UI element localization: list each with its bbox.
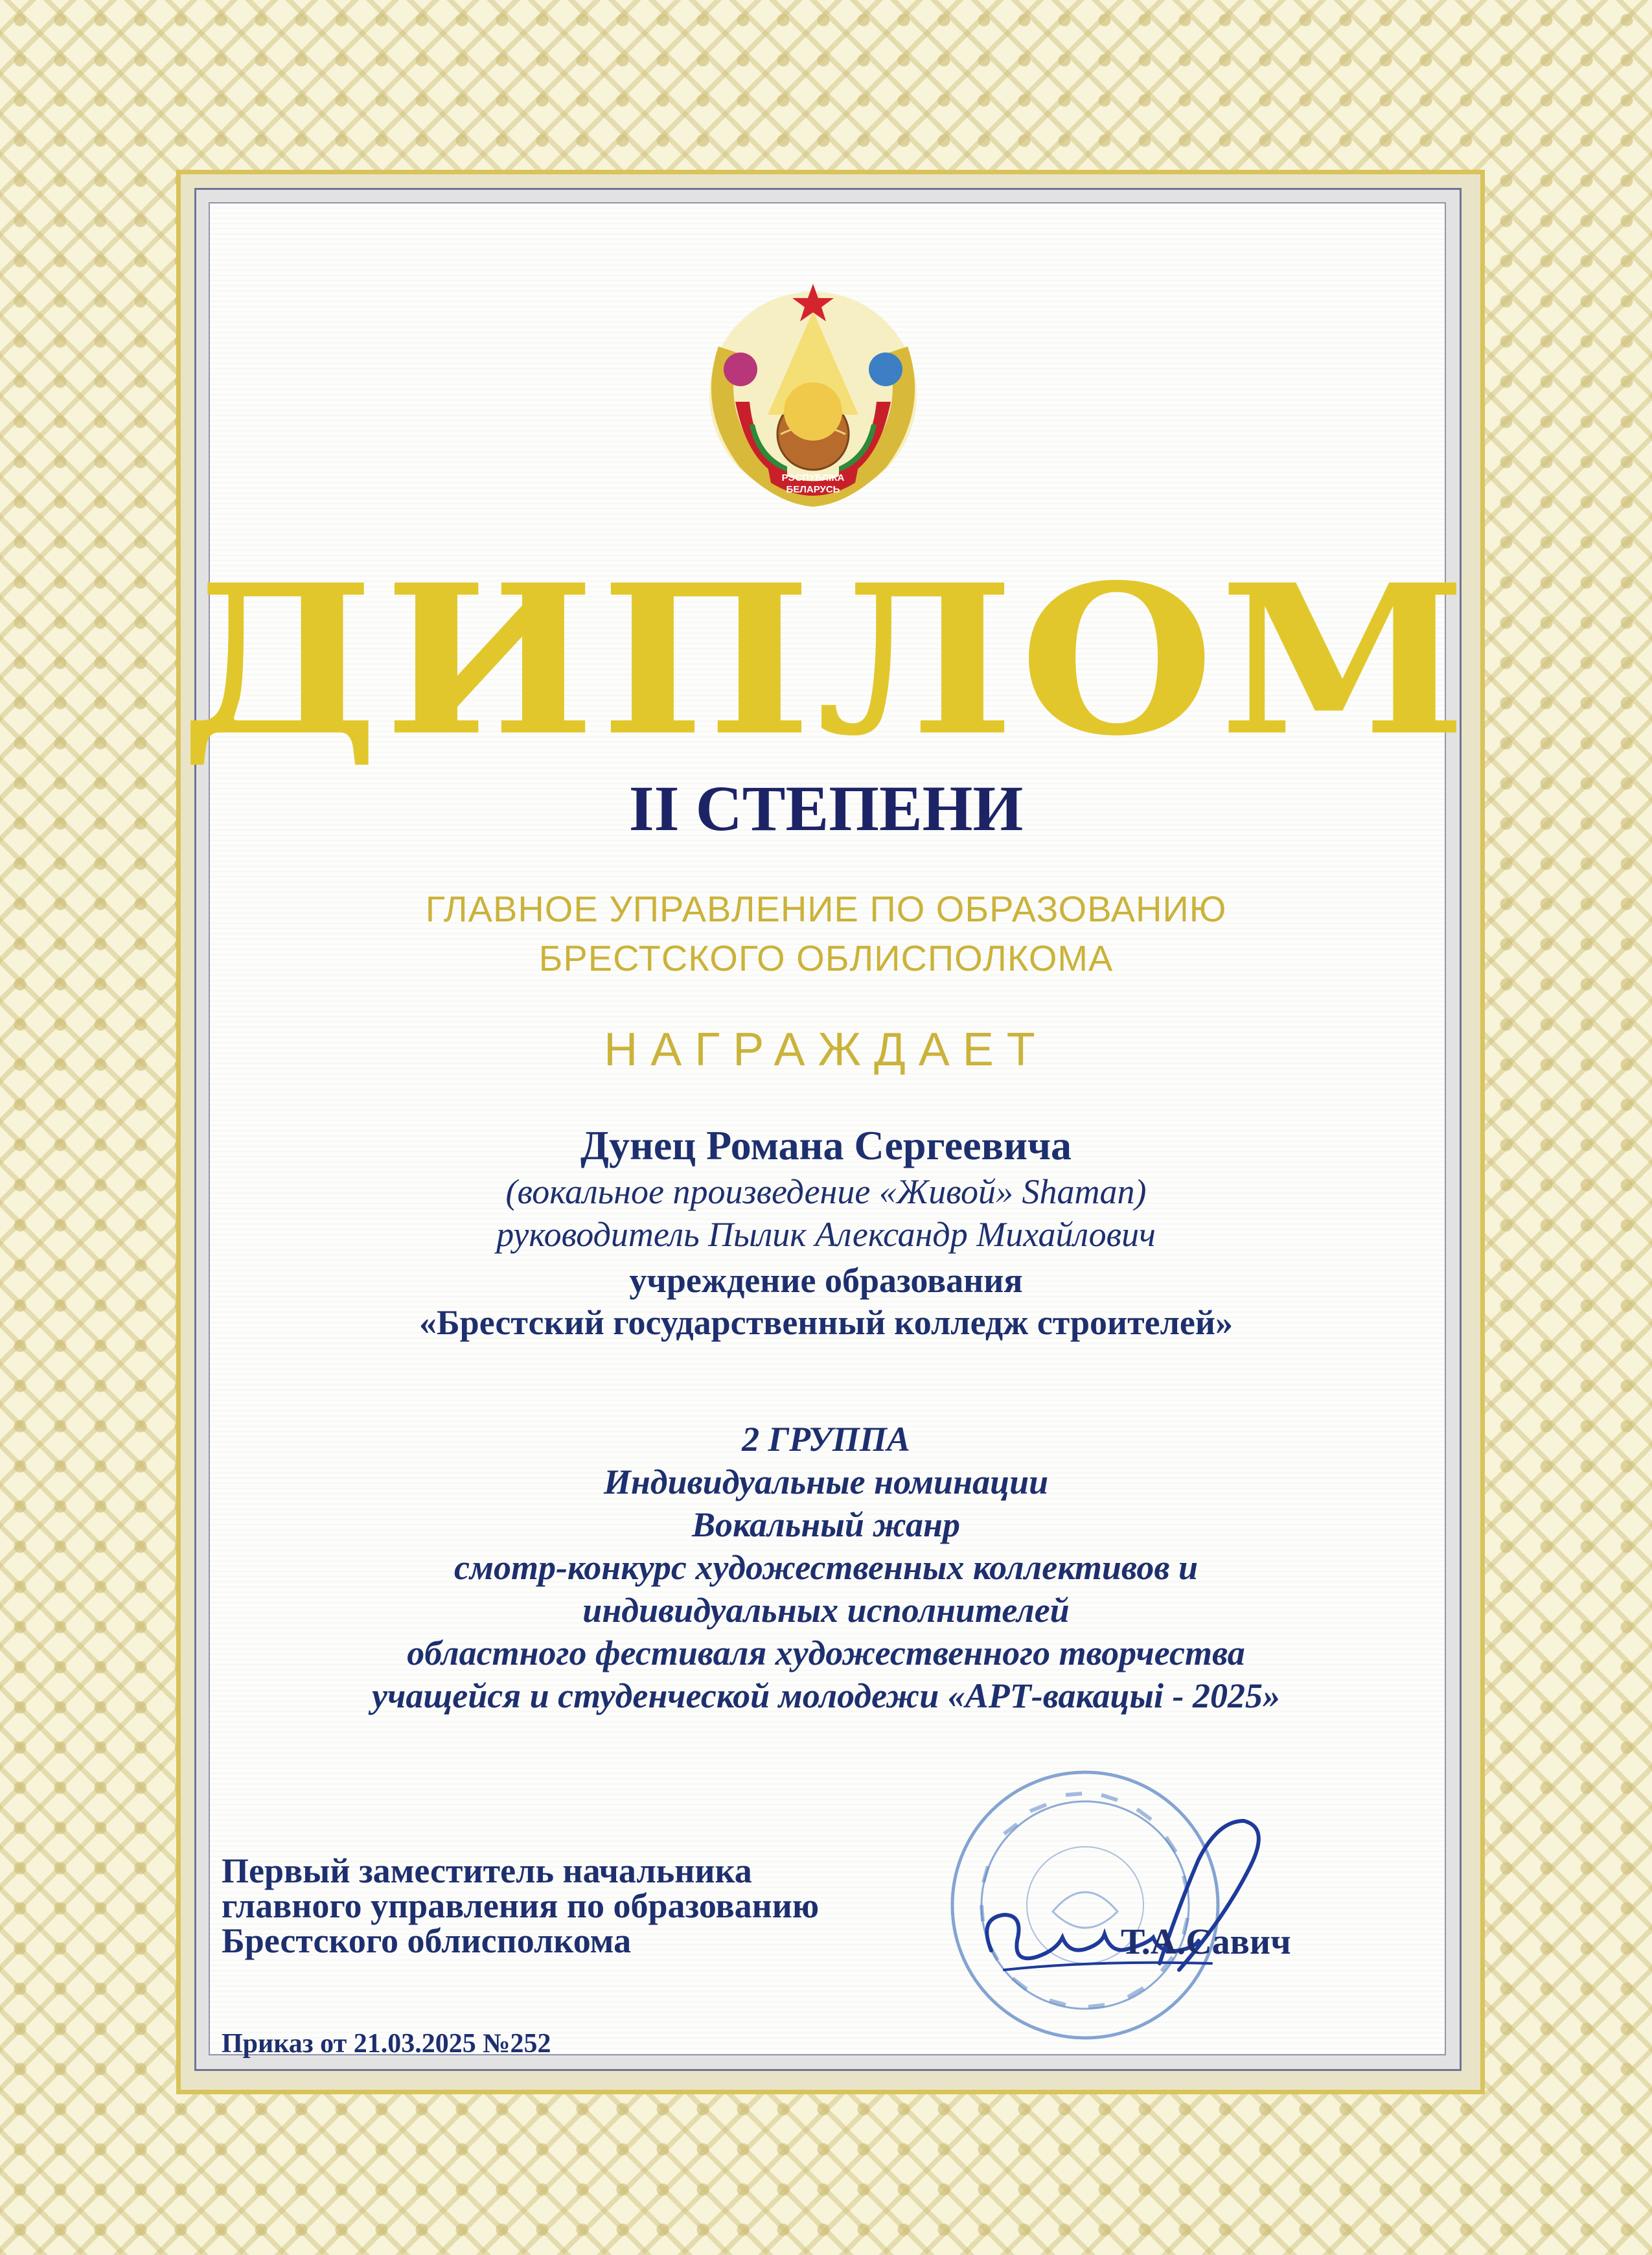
issuing-organization (0, 885, 1652, 983)
signature-icon (965, 1801, 1289, 2002)
category-line: 2 ГРУППА (742, 1420, 910, 1459)
svg-text:БЕЛАРУСЬ: БЕЛАРУСЬ (786, 484, 840, 495)
institution-type: учреждение образования (629, 1261, 1023, 1300)
organization-line: БРЕСТСКОГО ОБЛИСПОЛКОМА (538, 938, 1114, 978)
signatory-title (222, 1853, 819, 1958)
institution-name: «Брестский государственный колледж строителей» (419, 1303, 1233, 1342)
signatory-line: Первый заместитель начальника (222, 1851, 752, 1890)
competition-category (0, 1419, 1652, 1718)
recipient-name: Дунец Романа Сергеевича (580, 1122, 1072, 1168)
state-emblem-icon (690, 272, 936, 512)
category-line: смотр-конкурс художественных коллективов и (453, 1548, 1198, 1587)
performed-work: (вокальное произведение «Живой» Shaman) (505, 1172, 1147, 1211)
order-reference: Приказ от 21.03.2025 №252 (222, 2029, 551, 2059)
signatory-name: Т.А.Савич (1121, 1922, 1291, 1962)
organization-line: ГЛАВНОЕ УПРАВЛЕНИЕ ПО ОБРАЗОВАНИЮ (425, 888, 1227, 929)
awards-heading: НАГРАЖДАЕТ (604, 1024, 1048, 1076)
svg-text:РЭСПУБЛІКА: РЭСПУБЛІКА (781, 472, 845, 483)
degree-label: II СТЕПЕНИ (628, 772, 1024, 844)
category-line: индивидуальных исполнителей (582, 1591, 1070, 1630)
signatory-line: Брестского облисполкома (222, 1921, 632, 1960)
diploma-title: ДИПЛОМ (179, 540, 1472, 781)
category-line: Вокальный жанр (691, 1505, 961, 1544)
category-line: Индивидуальные номинации (603, 1463, 1049, 1501)
leader-name: руководитель Пылик Александр Михайлович (496, 1215, 1156, 1254)
signatory-line: главного управления по образованию (222, 1886, 820, 1925)
category-line: областного фестиваля художественного творчества (407, 1634, 1245, 1672)
category-line: учащейся и студенческой молодежи «АРТ-вакацыі - 2025» (372, 1676, 1280, 1715)
